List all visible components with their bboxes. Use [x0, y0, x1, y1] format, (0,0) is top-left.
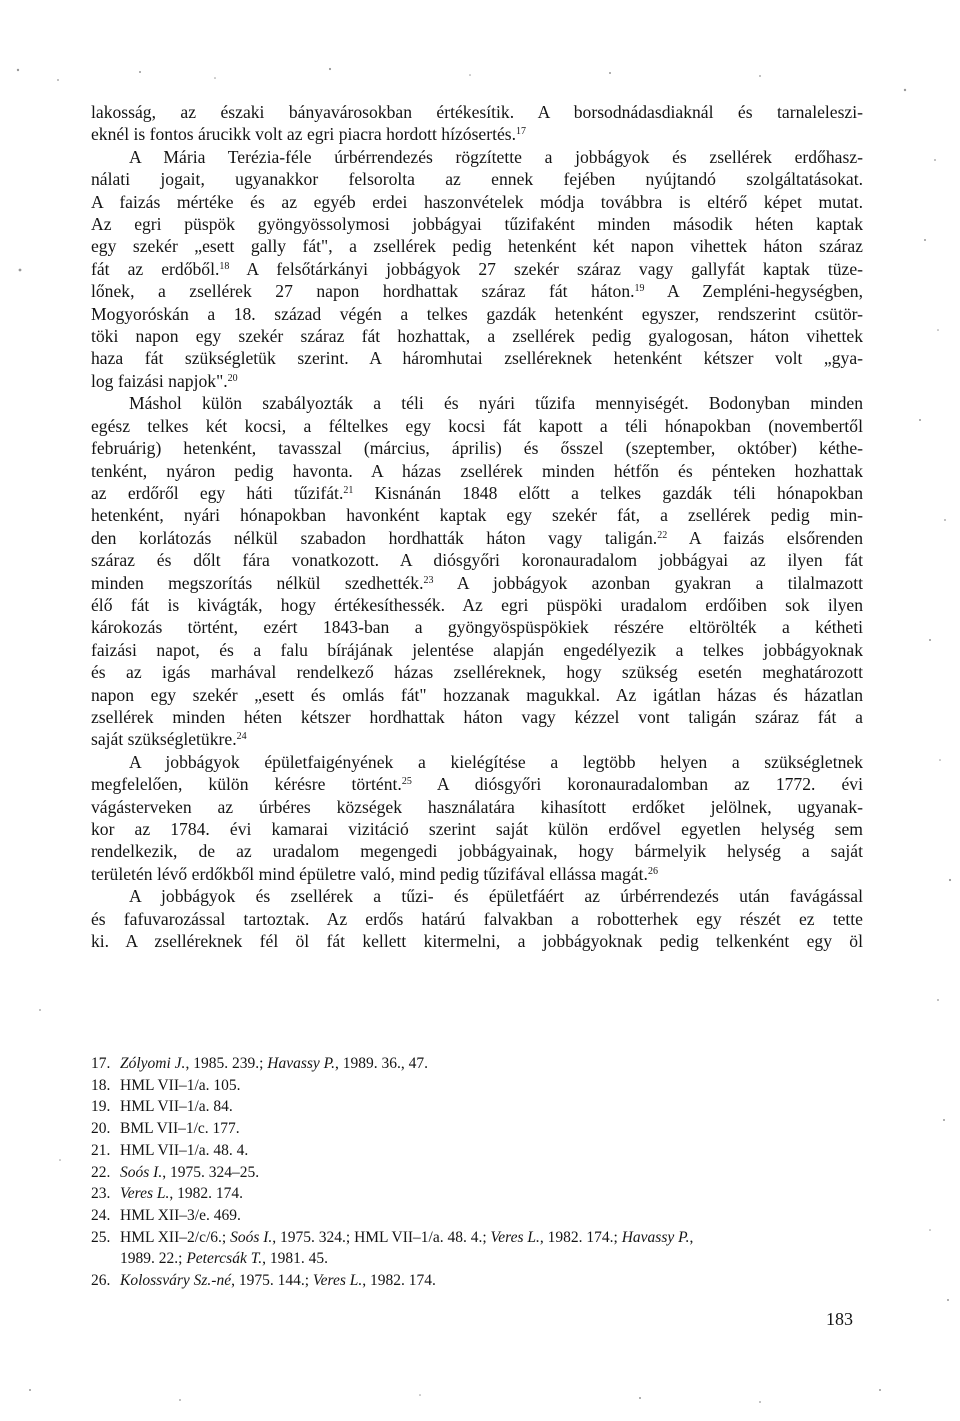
footnote — [91, 1118, 863, 1140]
footnote — [91, 1053, 863, 1075]
footnote-text: HML XII–2/c/6.; — [120, 1228, 231, 1246]
footnote-text: , 1989. 36., 47. — [335, 1055, 428, 1072]
body-line-text: minden megszorítás nélkül szedhették. — [91, 572, 424, 593]
body-line-text: log faizási napjok". — [91, 370, 228, 391]
body-line-text: saját szükségletükre. — [91, 729, 237, 750]
body-line-text: Kisnánán 1848 előtt a telkes gazdák téli hónapokban — [353, 482, 864, 503]
footnote-text: HML VII–1/a. 84. — [120, 1098, 233, 1116]
body-line — [91, 706, 863, 728]
body-line — [91, 616, 863, 638]
body-line-text: faizási napot, és a falu bírájának jelentése alapján engedélyezik a telkes jobbágyoknak — [91, 639, 863, 660]
footnote — [91, 1075, 863, 1097]
footnote-ref: 21 — [343, 484, 354, 496]
body-line-text: egész telkes két kocsi, a féltelkes egy kocsi fát kapott a téli hónapokban (novembertől — [91, 415, 863, 436]
footnote — [91, 1096, 863, 1118]
body-line-text: megfelelően, külön kérésre történt. — [91, 774, 402, 795]
body-line-text: töki napon egy szekér száraz fát hozhattak, a zsellérek pedig gyalogosan, háton vihettek — [91, 326, 863, 347]
body-line — [91, 235, 863, 257]
footnote-ref: 18 — [219, 260, 230, 272]
footnote — [91, 1227, 863, 1249]
body-line — [91, 303, 863, 325]
body-line-text: den korlátozás nélkül szabadon hordhatták háton vagy taligán. — [91, 527, 658, 548]
footnote-number: 21. — [91, 1141, 111, 1159]
footnotes — [91, 1053, 863, 1292]
footnote — [91, 1140, 863, 1162]
footnote-author: Havassy P. — [267, 1055, 335, 1072]
body-line — [91, 437, 863, 459]
body-line-text: ki. A zselléreknek fél öl fát kellett kitermelni, a jobbágyoknak pedig telkenként egy öl — [91, 931, 863, 952]
body-line-text: A jobbágyok épületfaigényének a kielégítése a legtöbb helyen a szükségletnek — [129, 751, 863, 772]
body-line-text: vágásterveken az úrbéres községek használatára kihasított erdőket jelölnek, ugyanak- — [91, 796, 863, 817]
body-line-text: eknél is fontos árucikk volt az egri piacra hordott hízósertés. — [91, 124, 517, 145]
footnote-ref: 19 — [634, 283, 645, 295]
footnote-ref: 25 — [401, 776, 412, 788]
body-line — [91, 504, 863, 526]
footnote-ref: 24 — [236, 731, 247, 743]
body-line-text: A diósgyőri koronauradalomban az 1772. évi — [411, 774, 863, 795]
body-line — [91, 639, 863, 661]
body-line-text: zsellérek minden héten kétszer hordhattak háton vagy kézzel vont taligán száraz fát a — [91, 706, 863, 727]
body-line — [91, 101, 863, 123]
body-line — [91, 191, 863, 213]
footnote-author: Petercsák T. — [186, 1250, 263, 1268]
footnote-author: Soós I. — [120, 1163, 163, 1181]
page-number: 183 — [826, 1309, 853, 1329]
body-line-text: fát az erdőből. — [91, 258, 220, 279]
body-line — [91, 347, 863, 369]
body-line — [91, 168, 863, 190]
body-line — [91, 213, 863, 235]
body-line — [91, 146, 863, 168]
footnote-author: Veres L. — [120, 1185, 170, 1203]
body-line — [91, 258, 863, 280]
body-line — [91, 527, 863, 549]
body-line-text: Az egri püspök gyöngyössolymosi jobbágyai tűzifaként minden második héten kaptak — [91, 214, 863, 235]
footnote-text: , 1975. 144.; — [231, 1272, 313, 1290]
footnote-text: HML XII–3/e. 469. — [120, 1206, 241, 1224]
footnote — [91, 1270, 863, 1292]
body-line-text: az erdőről egy háti tűzifát. — [91, 482, 344, 503]
footnote-number: 23. — [91, 1185, 111, 1203]
body-line-text: A Zempléni-hegységben, — [644, 281, 864, 302]
body-line-text: és az igás marhával rendelkező házas zselléreknek, hogy szükség esetén meghatározott — [91, 662, 863, 683]
footnote-text: 1989. 22.; — [120, 1250, 187, 1268]
body-line-text: hetenként, nyári hónapokban havonként kaptak egy szekér fát, a zsellérek pedig min- — [91, 505, 863, 526]
footnote-number: 20. — [91, 1120, 111, 1138]
body-line — [91, 549, 863, 571]
footnote-ref: 23 — [423, 574, 434, 586]
body-line-text: egy szekér „esett gally fát", a zsellérek pedig hetenként két napon vihettek háton száraz — [91, 236, 863, 257]
body-line — [91, 460, 863, 482]
footnote-author: Veres L. — [312, 1272, 363, 1290]
body-line-text: lakosság, az északi bányavárosokban értékesítik. A borsodnádasdiaknál és tarnaleleszi- — [91, 102, 863, 122]
footnote-number: 25. — [91, 1228, 111, 1246]
body-line — [91, 773, 863, 795]
body-line-text: A jobbágyok azonban gyakran a tilalmazott — [433, 572, 863, 593]
footnote-number: 26. — [91, 1272, 111, 1290]
body-line — [91, 908, 863, 930]
footnote-number: 19. — [91, 1098, 111, 1116]
body-line — [91, 728, 863, 750]
body-line — [91, 123, 863, 145]
body-line — [91, 818, 863, 840]
footnote-ref: 26 — [647, 865, 658, 877]
body-line — [91, 930, 863, 952]
footnote-author: Veres L. — [490, 1228, 540, 1246]
body-line-text: kor az 1784. évi kamarai vizitáció szerint saját külön erdővel egyetlen helység sem — [91, 819, 863, 839]
body-line-text: és fafuvarozással tartoztak. Az erdős határú falvakban a robotterhek egy részét ez tette — [91, 908, 863, 929]
body-line — [91, 661, 863, 683]
body-line — [91, 370, 863, 392]
footnote-ref: 22 — [657, 529, 668, 541]
body-line — [91, 325, 863, 347]
body-line-text: haza fát szükségletük szerint. A háromhutai zselléreknek hetenként kétszer volt „gya- — [91, 348, 863, 369]
body-line-text: Máshol külön szabályozták a téli és nyári tűzifa mennyiségét. Bodonyban minden — [129, 393, 863, 414]
footnote-text: , 1975. 324.; HML VII–1/a. 48. 4.; — [272, 1228, 491, 1246]
footnote-author: Havassy P. — [621, 1228, 690, 1246]
body-line — [91, 863, 863, 885]
footnote-text: , 1982. 174. — [169, 1185, 243, 1203]
body-line-text: száraz és dőlt fára vonatkozott. A diósgyőri koronauradalom jobbágyai az ilyen fát — [91, 550, 863, 571]
footnote-text: , 1985. 239.; — [185, 1055, 268, 1072]
body-line-text: A faizás elsőrenden — [667, 527, 863, 548]
body-line-text: A faizás mértéke és az egyéb erdei haszonvételek módja továbbra is eltérő képet mutat. — [91, 191, 863, 212]
footnote-ref: 20 — [227, 372, 238, 384]
footnote-text: , 1982. 174. — [362, 1272, 436, 1290]
body-line-text: károkozás történt, ezért 1843-ban a gyöngyöspüspökiek részére eltörölték a kétheti — [91, 617, 863, 638]
footnote-author: Zólyomi J. — [120, 1055, 186, 1072]
body-line-text: A felsőtárkányi jobbágyok 27 szekér száraz vagy gallyfát kaptak tüze- — [229, 258, 863, 279]
footnote-number: 17. — [91, 1055, 111, 1072]
body-line-text: A Mária Terézia-féle úrbérrendezés rögzítette a jobbágyok és zsellérek erdőhasz- — [129, 146, 863, 167]
body-line-text: élő fát is kivágták, hogy értékesíthessék. Az egri püspöki uradalom erdőiben sok ilyen — [91, 594, 863, 615]
body-line — [91, 392, 863, 414]
footnote-number: 22. — [91, 1163, 111, 1181]
footnote — [91, 1162, 863, 1184]
footnote-text: , — [689, 1228, 694, 1246]
footnote — [91, 1248, 863, 1270]
footnote-text: HML VII–1/a. 105. — [120, 1076, 241, 1094]
body-line — [91, 796, 863, 818]
body-line — [91, 482, 863, 504]
footnote — [91, 1205, 863, 1227]
body-line-text: A jobbágyok és zsellérek a tűzi- és épületfáért az úrbérrendezés után favágással — [129, 886, 863, 907]
footnote-number: 18. — [91, 1076, 111, 1094]
footnote-text: , 1981. 45. — [262, 1250, 328, 1268]
main-body-text — [91, 101, 863, 952]
body-line-text: nálati jogait, ugyanakkor felsorolta az ennek fejében nyújtandó szolgáltatásokat. — [91, 169, 863, 190]
body-line-text: rendelkezik, de az uradalom megengedi jobbágyainak, hogy bármelyik helység a saját — [91, 841, 863, 862]
body-line — [91, 415, 863, 437]
footnote-text: , 1975. 324–25. — [162, 1163, 260, 1181]
body-line-text: napon egy szekér „esett és omlás fát" hozzanak magukkal. Az igátlan házas és házatlan — [91, 684, 863, 705]
footnote-text: HML VII–1/a. 48. 4. — [120, 1141, 249, 1159]
body-line-text: területén lévő erdőkből mind épületre való, mind pedig tűzifával ellássa magát. — [91, 863, 648, 884]
body-line — [91, 840, 863, 862]
footnote-text: BML VII–1/c. 177. — [120, 1120, 240, 1138]
body-line-text: Mogyoróskán a 18. század végén a telkes gazdák hetenként egyszer, rendszerint csütör- — [91, 303, 863, 324]
body-line — [91, 684, 863, 706]
body-line — [91, 885, 863, 907]
footnote-text: , 1982. 174.; — [539, 1228, 622, 1246]
body-line-text: februárig) hetenként, tavasszal (március, április) és ősszel (szeptember, október) kéthe- — [91, 438, 863, 459]
body-line-text: tenként, nyáron pedig havonta. A házas zsellérek minden hétfőn és pénteken hozhattak — [91, 460, 863, 481]
body-line — [91, 280, 863, 302]
footnote-author: Kolossváry Sz.-né — [120, 1272, 232, 1290]
footnote — [91, 1183, 863, 1205]
footnote-ref: 17 — [516, 126, 527, 138]
body-line-text: lőnek, a zsellérek 27 napon hordhattak száraz fát háton. — [91, 281, 635, 302]
body-line — [91, 594, 863, 616]
body-line — [91, 751, 863, 773]
body-line — [91, 572, 863, 594]
footnote-author: Soós I. — [230, 1228, 273, 1246]
footnote-number: 24. — [91, 1206, 111, 1224]
